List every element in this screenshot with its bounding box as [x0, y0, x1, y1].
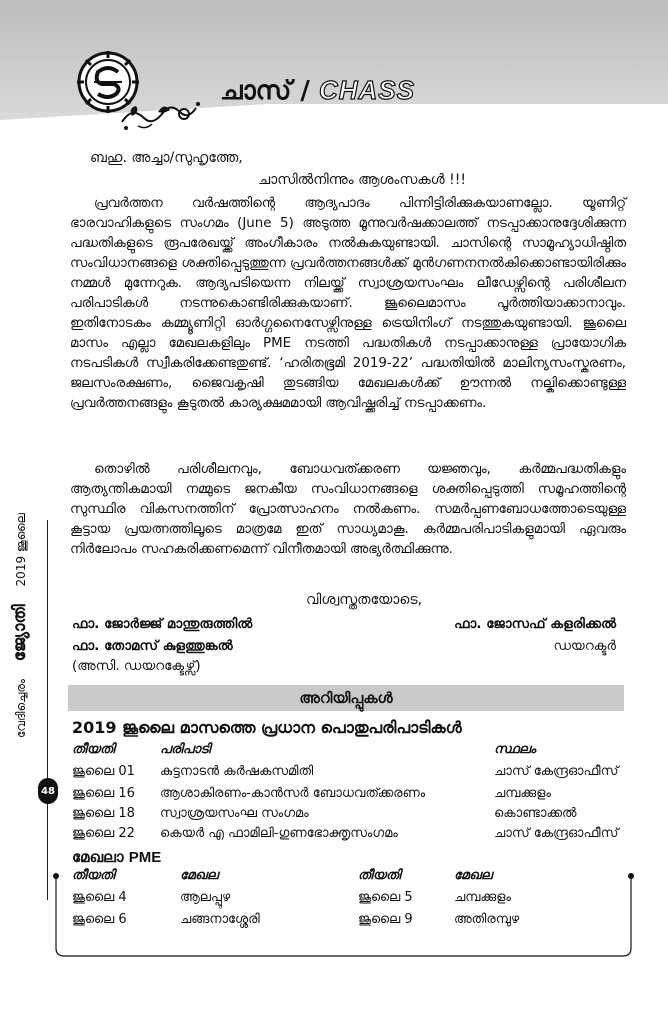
pme-region: ചമ്പക്കുളം: [454, 890, 511, 905]
sidebar-rule: [47, 520, 48, 900]
sidebar-issue: 2019 ജൂലൈ: [14, 513, 28, 587]
pme-col-region: മേഖല: [180, 868, 219, 883]
event-program: കെയർ എ ഫാമിലി-ഗുണഭോക്തൃസംഗമം: [160, 826, 398, 841]
signatory-3-role: ഡയറക്ടർ: [553, 638, 616, 654]
title-latin: CHASS: [318, 75, 415, 105]
pme-date: ജൂലൈ 9: [358, 912, 413, 927]
event-date: ജൂലൈ 18: [72, 806, 135, 821]
signatory-2: ഫാ. തോമസ് കുളത്തുങ്കൽ: [72, 638, 233, 654]
signatory-2-role: (അസി. ഡയറക്ടേഴ്സ്): [72, 658, 201, 674]
signatory-1: ഫാ. ജോർജ്ജ് മാന്തുരുത്തിൽ: [72, 616, 253, 632]
sidebar: [0, 520, 60, 910]
pme-date: ജൂലൈ 6: [72, 912, 127, 927]
col-venue: സ്ഥലം: [494, 742, 536, 757]
col-date: തീയതി: [72, 742, 115, 757]
event-venue: ചാസ് കേന്ദ്രഓഫീസ്: [494, 826, 619, 841]
greeting: ചാസിൽനിന്നും ആശംസകൾ !!!: [258, 172, 467, 188]
notices-heading: അറിയിപ്പുകൾ: [68, 685, 624, 711]
pme-date: ജൂലൈ 5: [358, 890, 413, 905]
closing: വിശ്വസ്തതയോടെ,: [306, 592, 423, 608]
pme-col-date: തീയതി: [72, 868, 115, 883]
col-program: പരിപാടി: [160, 742, 211, 757]
title-malayalam: ചാസ് /: [220, 76, 310, 106]
pme-title-latin: PME: [128, 849, 162, 866]
event-date: ജൂലൈ 16: [72, 786, 135, 801]
paragraph-2: തൊഴിൽ പരിശീലനവും, ബോധവത്ക്കരണ യജ്ഞവും, കർമ്മപദ്ധതികളും ആത്യന്തികമായി നമ്മുടെ ജനകീയ സംവിധാനങ്ങളെ ശക്തിപ്പെടുത്തി സമൂഹത്തിന്റെ സുസ്ഥിര വികസനത്തിന് പ്രോത്സാഹനം നൽകണം. സമർപ്പണബോധത്തോടെയുള്ള കൂട്ടായ പ്രയത്നത്തിലൂടെ മാത്രമേ ഇത് സാധ്യമാകൂ. കർമ്മപരിപാടികളുമായി ഏവരും നിർലോപം സഹകരിക്കണമെന്ന് വിനീതമായി അഭ്യർത്ഥിക്കുന്നു.: [70, 462, 626, 557]
event-program: കുട്ടനാടൻ കർഷകസമിതി: [160, 764, 314, 779]
page-number: 48: [38, 778, 58, 804]
event-program: ആശാകിരണം-കാൻസർ ബോധവത്ക്കരണം: [160, 786, 426, 801]
event-program: സ്വാശ്രയസംഘ സംഗമം: [160, 806, 309, 821]
pme-title: [72, 848, 161, 866]
pme-title-malayalam: മേഖലാ: [72, 848, 124, 866]
events-title: 2019 ജൂലൈ മാസത്തെ പ്രധാന പൊതുപരിപാടികൾ: [72, 718, 462, 737]
signatory-3: ഫാ. ജോസഫ് കളരിക്കൽ: [454, 616, 616, 632]
event-date: ജൂലൈ 22: [72, 826, 135, 841]
event-venue: ചമ്പക്കുളം: [494, 786, 551, 801]
floral-ornament-icon: [118, 92, 206, 132]
pme-region: ആലപ്പുഴ: [180, 890, 231, 905]
sidebar-text: [10, 499, 30, 738]
page-title: [220, 75, 415, 107]
pme-col-date: തീയതി: [358, 868, 401, 883]
salutation: ബഹു. അച്ചാ/സുഹൃത്തേ,: [90, 150, 243, 166]
pme-region: അതിരമ്പുഴ: [454, 912, 520, 927]
sidebar-brand: ജ്യോതി: [10, 604, 30, 662]
pme-frame: [52, 870, 635, 960]
pme-col-region: മേഖല: [454, 868, 493, 883]
event-date: ജൂലൈ 01: [72, 764, 135, 779]
event-venue: ചാസ് കേന്ദ്രഓഫീസ്: [494, 764, 619, 779]
pme-region: ചങ്ങനാശ്ശേരി: [180, 912, 260, 927]
sidebar-tagline: വേദിച്ചെരം: [14, 679, 28, 738]
event-venue: കൊണ്ടാക്കൽ: [494, 806, 577, 821]
pme-date: ജൂലൈ 4: [72, 890, 127, 905]
paragraph-1: പ്രവർത്തന വർഷത്തിന്റെ ആദ്യപാദം പിന്നിട്ടിരിക്കുകയാണല്ലോ. യൂണിറ്റ് ഭാരവാഹികളുടെ സംഗമം (June 5) അടുത്ത മൂന്നുവർഷക്കാലത്ത് നടപ്പാക്കാനുദ്ദേശിക്കുന്ന പദ്ധതികളുടെ രൂപരേഖയ്ക്ക് അംഗീകാരം നൽകുകയുണ്ടായി. ചാസിന്റെ സാമൂഹ്യാധിഷ്ഠിത സംവിധാനങ്ങളെ ശക്തിപ്പെടുത്തുന്ന പ്രവർത്തനങ്ങൾക്ക് മുൻഗണനനൽകിക്കൊണ്ടായിരിക്കും നമ്മൾ മുന്നേറുക. ആദ്യപടിയെന്ന നിലയ്ക്ക് സ്വാശ്രയസംഘം ലീഡേഴ്സിന്റെ പരിശീലന പരിപാടികൾ നടന്നുകൊണ്ടിരിക്കുകയാണ്. ജൂലൈമാസം പൂർത്തിയാക്കാനാവും. ഇതിനോടകം കമ്മ്യൂണിറ്റി ഓർഗ്ഗനൈസേഴ്സിനുള്ള ട്രെയിനിംഗ് നടത്തുകയുണ്ടായി. ജൂലൈ മാസം എല്ലാ മേഖലകളിലും PME നടത്തി പദ്ധതികൾ നടപ്പാക്കാനുള്ള പ്രായോഗിക നടപടികൾ സ്വീകരിക്കേണ്ടതുണ്ട്. ‘ഹരിതഭൂമി 2019-22’ പദ്ധതിയിൽ മാലിന്യസംസ്കരണം, ജലസംരക്ഷണം, ജൈവകൃഷി തുടങ്ങിയ മേഖലകൾക്ക് ഊന്നൽ നല്കിക്കൊണ്ടുള്ള പ്രവർത്തനങ്ങളും കൂടുതൽ കാര്യക്ഷമമായി ആവിഷ്ക്കരിച്ച് നടപ്പാക്കണം.: [70, 196, 626, 411]
